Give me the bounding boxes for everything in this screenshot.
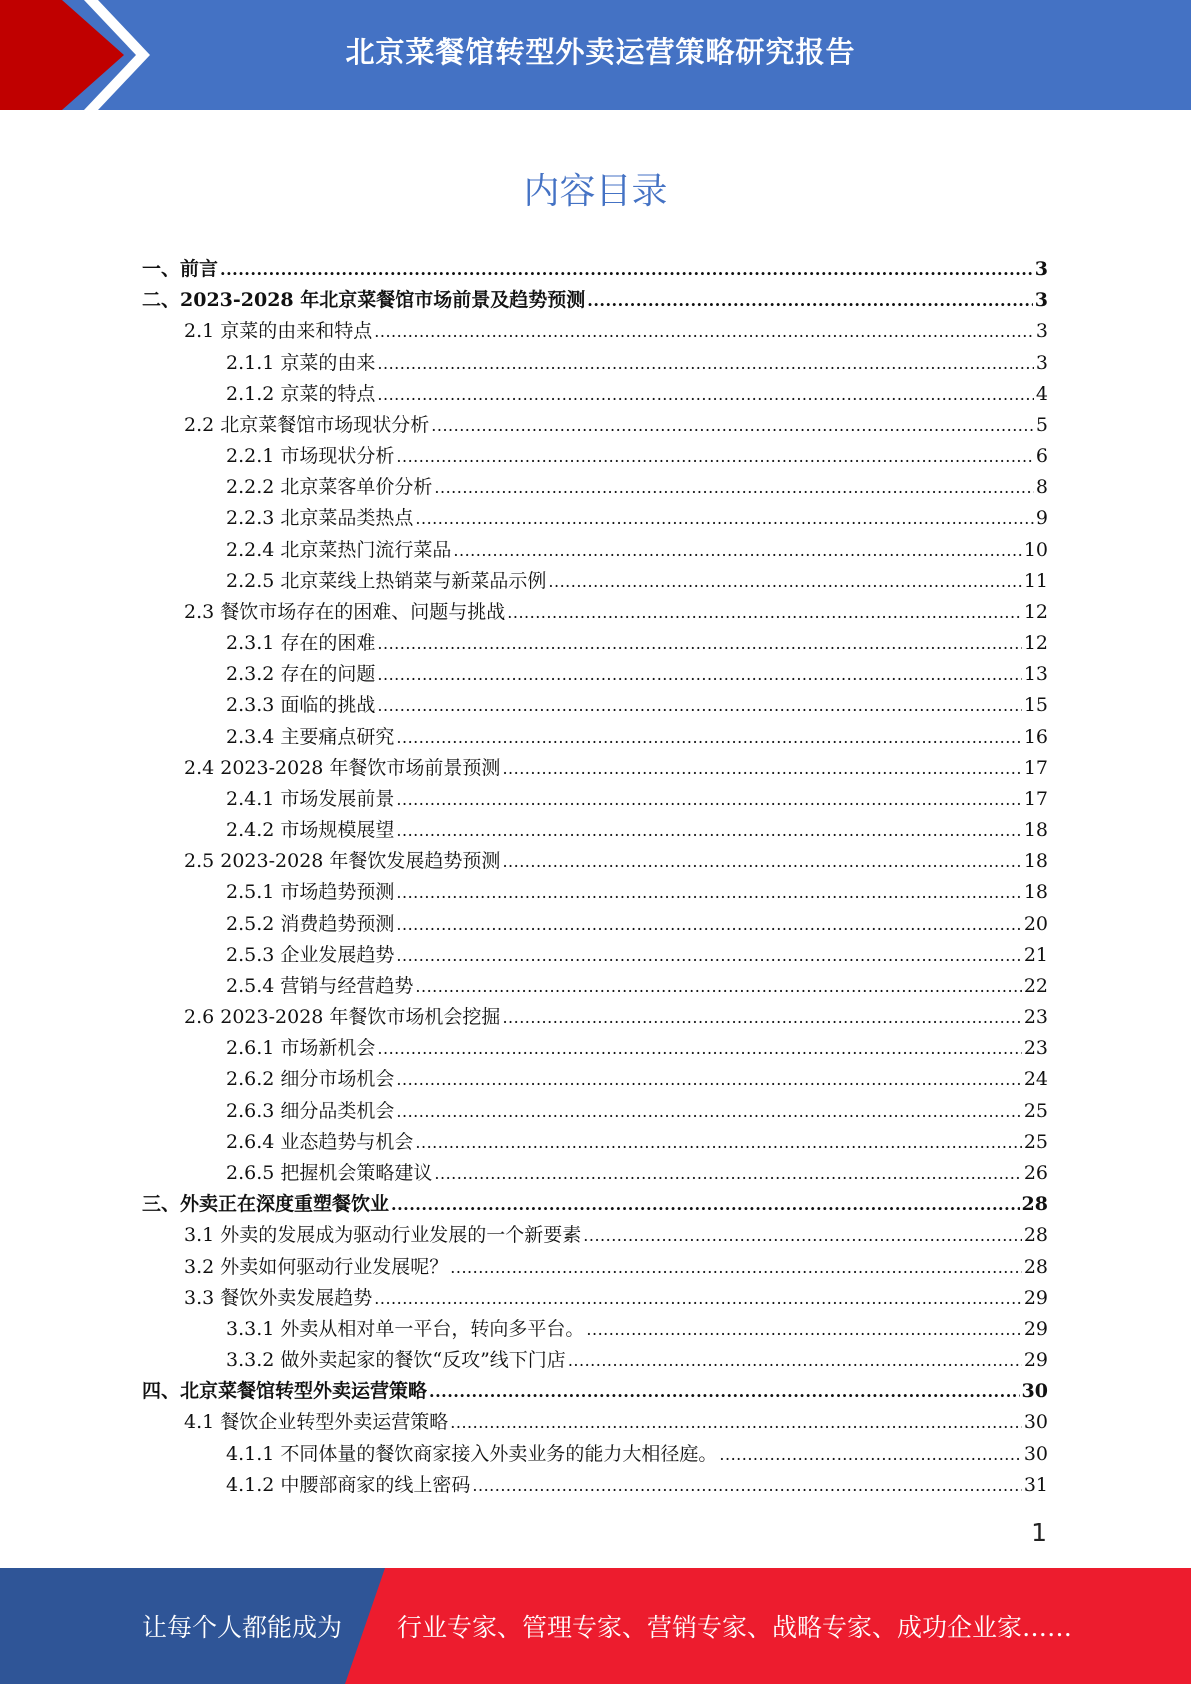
toc-entry[interactable] [142, 472, 1048, 503]
toc-dot-leader [220, 254, 1033, 285]
toc-entry[interactable] [142, 1314, 1048, 1345]
toc-entry-page: 21 [1023, 943, 1048, 966]
toc-entry[interactable] [142, 410, 1048, 441]
toc-entry-label: 2.3.2 存在的问题 [226, 663, 376, 686]
toc-dot-leader [396, 722, 1021, 753]
toc-dot-leader [587, 285, 1033, 316]
toc-entry-label: 2.4 2023-2028 年餐饮市场前景预测 [184, 756, 501, 779]
toc-entry-label: 2.3.4 主要痛点研究 [226, 725, 395, 748]
toc-entry[interactable] [142, 597, 1048, 628]
toc-entry-label: 2.4.2 市场规模展望 [226, 819, 395, 842]
toc-dot-leader [396, 441, 1034, 472]
toc-dot-leader [415, 503, 1034, 534]
toc-dot-leader [434, 1158, 1021, 1189]
toc-dot-leader [586, 1314, 1021, 1345]
toc-dot-leader [719, 1439, 1021, 1470]
toc-entry-label: 3.3 餐饮外卖发展趋势 [184, 1286, 373, 1309]
toc-dot-leader [377, 659, 1021, 690]
toc-entry-label: 一、前言 [142, 258, 219, 280]
toc-entry[interactable] [142, 1345, 1048, 1376]
toc-entry-label: 2.2.3 北京菜品类热点 [226, 507, 414, 530]
toc-dot-leader [583, 1220, 1022, 1251]
toc-dot-leader [396, 1064, 1021, 1095]
toc-entry[interactable] [142, 971, 1048, 1002]
toc-entry[interactable] [142, 1127, 1048, 1158]
toc-entry-label: 2.6 2023-2028 年餐饮市场机会挖掘 [184, 1006, 501, 1029]
toc-heading: 内容目录 [523, 171, 668, 212]
toc-entry-page: 3 [1034, 289, 1048, 312]
toc-entry-page: 25 [1023, 1130, 1048, 1153]
toc-entry-label: 2.2.4 北京菜热门流行菜品 [226, 538, 452, 561]
toc-entry-label: 4.1.2 中腰部商家的线上密码 [226, 1473, 471, 1496]
toc-entry-page: 15 [1023, 694, 1048, 717]
toc-entry[interactable] [142, 1283, 1048, 1314]
table-of-contents [142, 254, 1048, 1501]
toc-entry[interactable] [142, 1002, 1048, 1033]
toc-dot-leader [396, 1096, 1021, 1127]
toc-entry[interactable] [142, 1439, 1048, 1470]
toc-entry[interactable] [142, 690, 1048, 721]
toc-entry-label: 2.4.1 市场发展前景 [226, 787, 395, 810]
toc-dot-leader [434, 472, 1034, 503]
toc-entry-page: 28 [1023, 1224, 1048, 1247]
toc-entry[interactable] [142, 1096, 1048, 1127]
toc-entry-page: 3 [1035, 320, 1048, 343]
toc-dot-leader [396, 940, 1021, 971]
toc-entry-page: 23 [1023, 1037, 1048, 1060]
toc-entry-page: 29 [1023, 1286, 1048, 1309]
toc-entry[interactable] [142, 1033, 1048, 1064]
toc-entry-page: 29 [1023, 1317, 1048, 1340]
toc-entry[interactable] [142, 815, 1048, 846]
toc-entry[interactable] [142, 348, 1048, 379]
toc-dot-leader [377, 690, 1021, 721]
toc-entry[interactable] [142, 566, 1048, 597]
toc-entry[interactable] [142, 316, 1048, 347]
toc-dot-leader [396, 909, 1021, 940]
toc-entry-page: 3 [1035, 351, 1048, 374]
toc-entry-label: 3.2 外卖如何驱动行业发展呢？ [184, 1255, 449, 1278]
toc-entry[interactable] [142, 441, 1048, 472]
toc-dot-leader [377, 628, 1021, 659]
toc-entry-page: 13 [1023, 663, 1048, 686]
toc-entry[interactable] [142, 753, 1048, 784]
toc-entry-page: 31 [1023, 1473, 1048, 1496]
toc-entry-label: 3.3.2 做外卖起家的餐饮“反攻”线下门店 [226, 1349, 566, 1372]
toc-entry-page: 29 [1023, 1349, 1048, 1372]
toc-entry-label: 4.1 餐饮企业转型外卖运营策略 [184, 1411, 449, 1434]
toc-dot-leader [450, 1407, 1022, 1438]
toc-entry-page: 9 [1035, 507, 1048, 530]
toc-entry[interactable] [142, 628, 1048, 659]
toc-entry[interactable] [142, 1189, 1048, 1220]
toc-entry-page: 30 [1021, 1380, 1048, 1403]
toc-entry-page: 18 [1023, 881, 1048, 904]
toc-entry-page: 5 [1035, 413, 1048, 436]
toc-entry-page: 17 [1023, 787, 1048, 810]
toc-entry[interactable] [142, 1376, 1048, 1407]
toc-dot-leader [568, 1345, 1022, 1376]
toc-entry-page: 18 [1023, 850, 1048, 873]
toc-dot-leader [431, 410, 1034, 441]
toc-entry-page: 4 [1035, 382, 1048, 405]
toc-dot-leader [472, 1470, 1021, 1501]
toc-dot-leader [377, 1033, 1021, 1064]
footer-slogan-left: 让每个人都能成为 [142, 1613, 343, 1642]
toc-entry-label: 三、外卖正在深度重塑餐饮业 [142, 1193, 390, 1216]
toc-dot-leader [502, 753, 1021, 784]
toc-dot-leader [374, 1283, 1022, 1314]
page-footer [0, 1568, 1191, 1684]
toc-entry-label: 四、北京菜餐馆转型外卖运营策略 [142, 1380, 428, 1403]
toc-entry-label: 2.6.1 市场新机会 [226, 1037, 376, 1060]
toc-entry[interactable] [142, 285, 1048, 316]
toc-entry-page: 30 [1023, 1411, 1048, 1434]
toc-entry-page: 20 [1023, 912, 1048, 935]
toc-entry-label: 2.3.1 存在的困难 [226, 632, 376, 655]
toc-entry-page: 30 [1023, 1442, 1048, 1465]
toc-entry-page: 16 [1023, 725, 1048, 748]
toc-entry[interactable] [142, 659, 1048, 690]
footer-slogan-right: 行业专家、管理专家、营销专家、战略专家、成功企业家…… [397, 1613, 1073, 1642]
toc-entry-label: 2.5.4 营销与经营趋势 [226, 974, 414, 997]
toc-entry-page: 12 [1023, 632, 1048, 655]
toc-dot-leader [502, 1002, 1021, 1033]
toc-entry-label: 二、2023-2028 年北京菜餐馆市场前景及趋势预测 [142, 289, 586, 312]
toc-dot-leader [377, 379, 1034, 410]
toc-entry-page: 3 [1034, 258, 1048, 280]
toc-entry-label: 2.5.2 消费趋势预测 [226, 912, 395, 935]
toc-dot-leader [415, 971, 1021, 1002]
toc-entry-page: 6 [1035, 445, 1048, 468]
toc-entry[interactable] [142, 722, 1048, 753]
toc-entry-label: 3.3.1 外卖从相对单一平台，转向多平台。 [226, 1317, 585, 1340]
toc-entry-label: 2.2.5 北京菜线上热销菜与新菜品示例 [226, 569, 547, 592]
toc-entry-page: 24 [1023, 1068, 1048, 1091]
toc-dot-leader [396, 815, 1021, 846]
toc-entry-label: 2.1.2 京菜的特点 [226, 382, 376, 405]
toc-entry-label: 2.3 餐饮市场存在的困难、问题与挑战 [184, 600, 506, 623]
toc-entry-page: 12 [1023, 600, 1048, 623]
toc-entry-label: 2.5.3 企业发展趋势 [226, 943, 395, 966]
page-number: 1 [1031, 1518, 1047, 1547]
toc-dot-leader [396, 784, 1021, 815]
toc-entry[interactable] [142, 1064, 1048, 1095]
toc-entry[interactable] [142, 379, 1048, 410]
toc-entry-label: 2.3.3 面临的挑战 [226, 694, 376, 717]
report-title: 北京菜餐馆转型外卖运营策略研究报告 [345, 34, 856, 69]
toc-dot-leader [429, 1376, 1020, 1407]
toc-entry-label: 2.6.4 业态趋势与机会 [226, 1130, 414, 1153]
toc-entry[interactable] [142, 503, 1048, 534]
toc-entry[interactable] [142, 1252, 1048, 1283]
toc-entry[interactable] [142, 846, 1048, 877]
toc-entry-label: 4.1.1 不同体量的餐饮商家接入外卖业务的能力大相径庭。 [226, 1442, 718, 1465]
toc-entry-label: 2.6.5 把握机会策略建议 [226, 1161, 433, 1184]
toc-entry-page: 28 [1021, 1193, 1048, 1216]
toc-entry[interactable] [142, 1158, 1048, 1189]
toc-entry-page: 26 [1023, 1161, 1048, 1184]
toc-dot-leader [396, 877, 1021, 908]
toc-entry-label: 2.1.1 京菜的由来 [226, 351, 376, 374]
toc-entry-label: 2.1 京菜的由来和特点 [184, 320, 373, 343]
toc-dot-leader [502, 846, 1021, 877]
toc-entry-page: 28 [1023, 1255, 1048, 1278]
toc-entry[interactable] [142, 940, 1048, 971]
toc-entry[interactable] [142, 909, 1048, 940]
toc-entry-page: 8 [1035, 476, 1048, 499]
toc-entry[interactable] [142, 254, 1048, 285]
toc-entry-label: 2.6.2 细分市场机会 [226, 1068, 395, 1091]
toc-entry-label: 2.6.3 细分品类机会 [226, 1099, 395, 1122]
toc-entry-label: 2.5 2023-2028 年餐饮发展趋势预测 [184, 850, 501, 873]
toc-entry-label: 2.2 北京菜餐馆市场现状分析 [184, 413, 430, 436]
toc-entry[interactable] [142, 877, 1048, 908]
toc-dot-leader [507, 597, 1022, 628]
toc-dot-leader [391, 1189, 1020, 1220]
toc-entry-label: 2.5.1 市场趋势预测 [226, 881, 395, 904]
toc-entry-label: 2.2.1 市场现状分析 [226, 445, 395, 468]
toc-dot-leader [453, 535, 1021, 566]
toc-entry-page: 17 [1023, 756, 1048, 779]
toc-dot-leader [374, 316, 1034, 347]
chevron-arrow-icon [0, 0, 160, 110]
toc-dot-leader [548, 566, 1021, 597]
toc-entry-page: 18 [1023, 819, 1048, 842]
toc-entry[interactable] [142, 1407, 1048, 1438]
toc-dot-leader [415, 1127, 1021, 1158]
toc-entry-page: 11 [1023, 569, 1048, 592]
toc-entry[interactable] [142, 1470, 1048, 1501]
toc-dot-leader [450, 1252, 1022, 1283]
toc-entry-label: 3.1 外卖的发展成为驱动行业发展的一个新要素 [184, 1224, 582, 1247]
toc-entry-page: 25 [1023, 1099, 1048, 1122]
toc-entry[interactable] [142, 784, 1048, 815]
toc-entry-page: 10 [1023, 538, 1048, 561]
toc-entry-label: 2.2.2 北京菜客单价分析 [226, 476, 433, 499]
toc-entry[interactable] [142, 1220, 1048, 1251]
toc-entry[interactable] [142, 535, 1048, 566]
page-header [0, 0, 1191, 110]
toc-dot-leader [377, 348, 1034, 379]
toc-entry-page: 23 [1023, 1006, 1048, 1029]
toc-entry-page: 22 [1023, 974, 1048, 997]
